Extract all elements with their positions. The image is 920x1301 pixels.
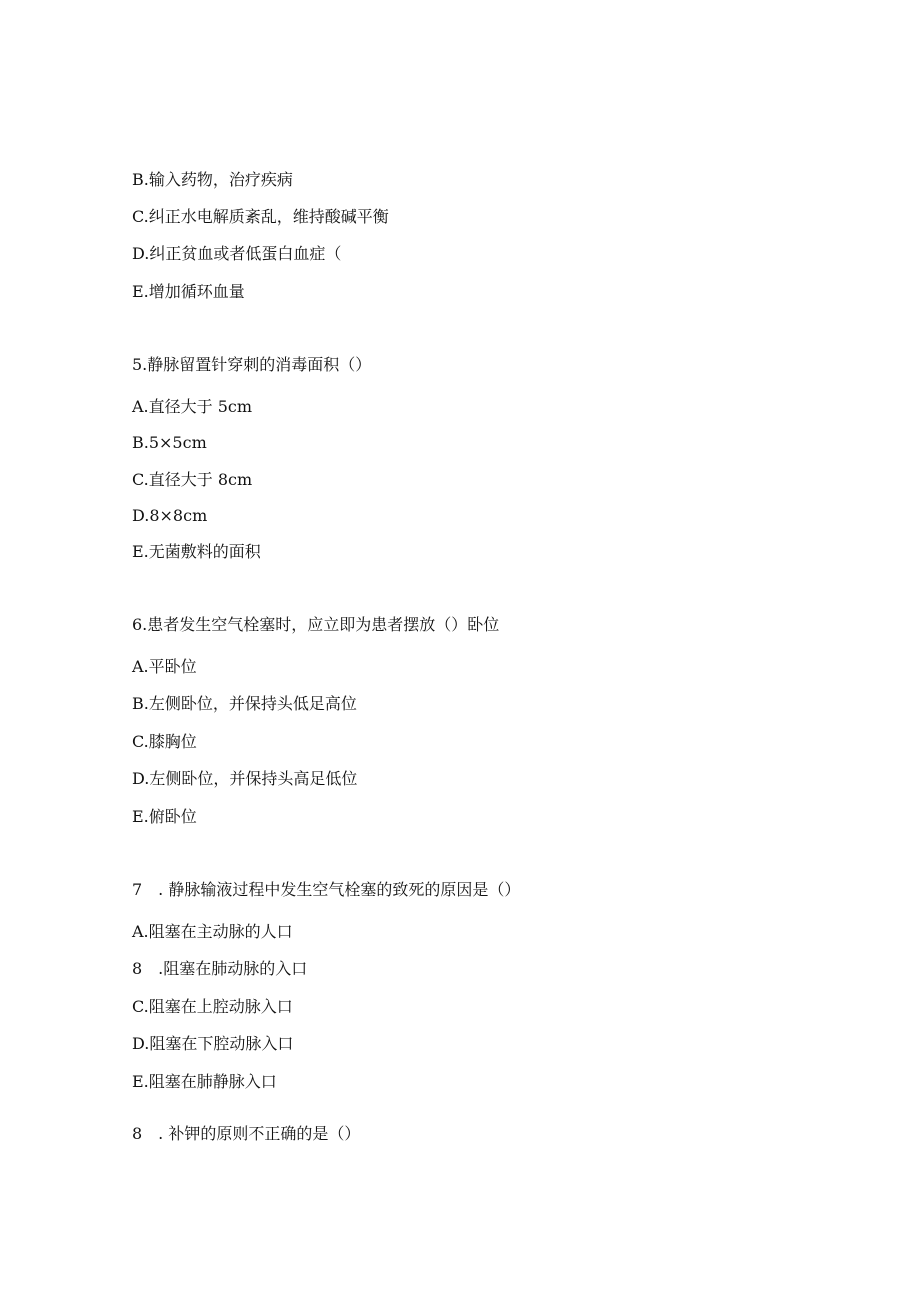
option-d: D.左侧卧位，并保持头高足低位: [132, 769, 358, 788]
option-c: C.纠正水电解质紊乱，维持酸碱平衡: [132, 207, 389, 226]
question-6: 6.患者发生空气栓塞时，应立即为患者摆放（）卧位: [132, 615, 500, 634]
question-7: 7 . 静脉输液过程中发生空气栓塞的致死的原因是（）: [132, 880, 521, 899]
option-b: B.输入药物，治疗疾病: [132, 170, 293, 189]
option-b: B.5×5cm: [132, 433, 207, 452]
option-c: C.直径大于 8cm: [132, 470, 253, 489]
option-a: A.阻塞在主动脉的人口: [132, 922, 293, 941]
option-e: E.阻塞在肺静脉入口: [132, 1072, 277, 1091]
question-8: 8 . 补钾的原则不正确的是（）: [132, 1124, 361, 1143]
question-5: 5.静脉留置针穿刺的消毒面积（）: [132, 355, 372, 374]
option-e: E.增加循环血量: [132, 282, 245, 301]
option-a: A.平卧位: [132, 657, 197, 676]
option-d: D.8×8cm: [132, 506, 208, 525]
option-c: C.阻塞在上腔动脉入口: [132, 997, 293, 1016]
option-b: 8 .阻塞在肺动脉的入口: [132, 959, 308, 978]
option-a: A.直径大于 5cm: [132, 397, 253, 416]
option-d: D.阻塞在下腔动脉入口: [132, 1034, 294, 1053]
option-d: D.纠正贫血或者低蛋白血症（: [132, 244, 342, 263]
option-b: B.左侧卧位，并保持头低足高位: [132, 694, 357, 713]
option-e: E.无菌敷料的面积: [132, 542, 261, 561]
option-c: C.膝胸位: [132, 732, 197, 751]
option-e: E.俯卧位: [132, 807, 197, 826]
